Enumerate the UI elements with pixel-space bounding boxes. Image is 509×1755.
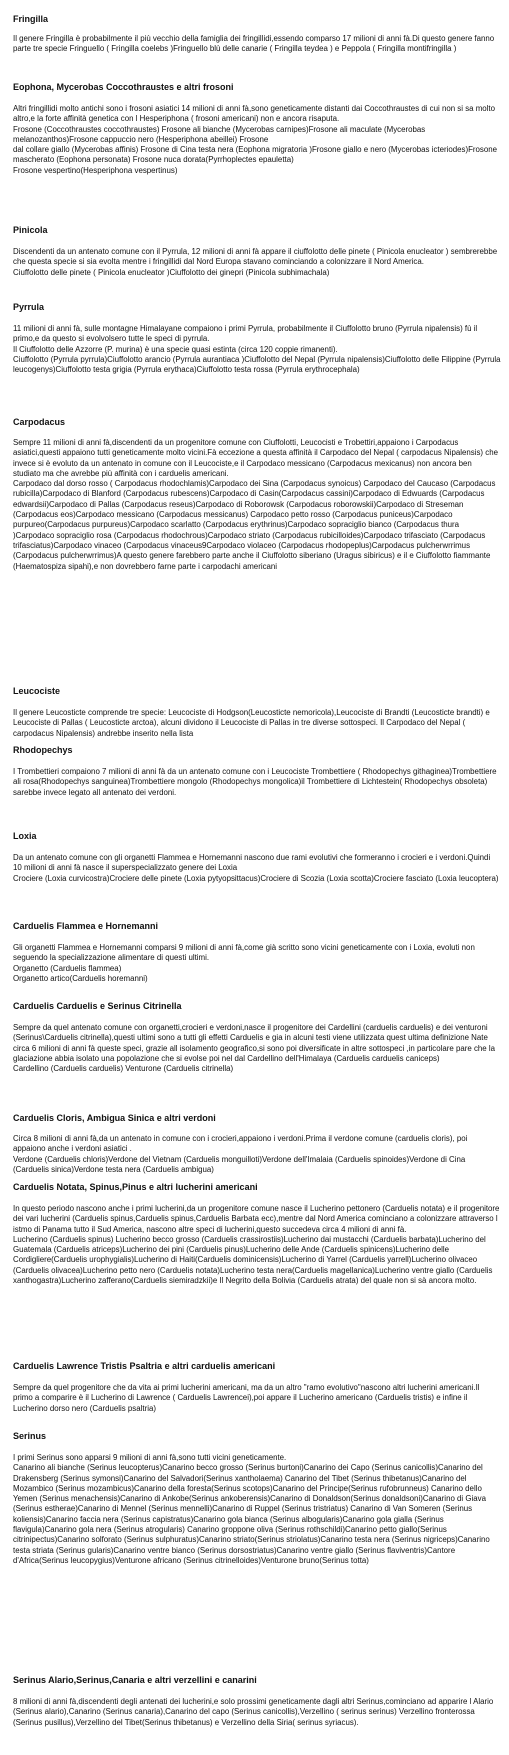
paragraph: Altri fringillidi molto antichi sono i frosoni asiatici 14 milioni di anni fà,sono geneticamente distanti dai Coccothraustes di cui non si sa molto altro,e la forte affinità genetica con l Hesperiphona ( frosoni americani) non e ancora risaputa.: [13, 104, 496, 124]
paragraph: Organetto artico(Carduelis horemanni): [13, 973, 148, 983]
section-title: Carduelis Flammea e Hornemanni: [13, 921, 159, 931]
paragraph: Canarino ali bianche (Serinus leucopterus)Canarino becco grosso (Serinus burtoni)Canarino dei Capo (Serinus canicollis)Canarino del Drakensberg (Serinus symonsi)Canarino del Salvadori(Serinus xantholaema) Canarino del Tibet (Serinus thibetanus)Canarino del Mozambico (Serinus mozambicus)Canarino della foresta(Serinus scotops)Canarino del Principe(Serinus rufobrunneus) Canarino dello Yemen (Serinus menachensis)Canarino di Ankobe(Serinus ankoberensis)Canarino di Donaldson(Serinus donaldsoni)Canarino di Giava (Serinus estherae)Canarino di Mennel (Serinus mennelli)Canarino di Ruppel (Serinus tristriatus) Canarino di Van Someren (Serinus koliensis)Canarino faccia nera (Serinus capistratus)Canarino gola bianca (Serinus albogularis)Canarino gola gialla (Serinus flavigula)Canarino gola nera (Serinus atrogularis) Canarino groppone oliva (Serinus rothschildi)Canarino petto giallo(Serinus citrinipectus)Canarino solforato (Serinus sulphuratus)Canarino striato(Serinus striolatus)Canarino testa nera (Serinus nigriceps)Canarino testa striata (Serinus gularis)Canarino ventre bianco (Serinus dorsostriatus)Canarino ventre giallo (Serinus flaviventris)Cantore d'Africa(Serinus leucopygius)Venturone africano (Serinus citrinelloides)Venturone bruno(Serinus totta): [13, 1463, 490, 1565]
paragraph: In questo periodo nascono anche i primi lucherini,da un progenitore comune nasce il Lucherino pettonero (Carduelis notata) e il progenitore dei vari lucherini (Carduelis spinus,Carduelis spinus,Carduelis Barbata ecc),mentre dal Nord America cominciano a colonizzare attraverso l istmo di Panama tutto il Sud America, nascono altre speci di lucherini,questo succedeva circa 4 milioni di anni fà.: [13, 1204, 500, 1234]
section-title: Carpodacus: [13, 417, 66, 427]
paragraph: dal collare giallo (Mycerobas affinis) Frosone di Cina testa nera (Eophona migratoria )Frosone giallo e nero (Mycerobas icteriodes)Frosone mascherato (Eophona personata) Frosone nuca dorata(Pyrrhoplectes epauletta): [13, 145, 498, 165]
paragraph: Sempre da quel antenato comune con organetti,crocieri e verdoni,nasce il progenitore dei Cardellini (carduelis carduelis) e dei venturoni (Serinus\Carduelis citrinella),questi ultimi sono a tutti gli effetti Carduelis e gia in alcuni testi viene utilizzata quest ultima definizione Nate circa 6 milioni di anni fà queste speci, grazie all isolamento geografico,si sono poi diversificate in altre sottospeci ,in particolare pare che la glaciazione abbia isolato una popolazione che si evolse poi nel dal Cardellino dell'Himalaya (Carduelis carduelis caniceps): [13, 1023, 496, 1063]
paragraph: Crociere (Loxia curvicostra)Crociere delle pinete (Loxia pytyopsittacus)Crociere di Scozia (Loxia scotta)Crociere fasciato (Loxia leucoptera): [13, 873, 499, 883]
paragraph: I Trombettieri compaiono 7 milioni di anni fà da un antenato comune con i Leucociste Trombettiere ( Rhodopechys githaginea)Trombettiere ali rosa(Rhodopechys sanguinea)Trombettiere mongolo (Rhodopechys mongolica)il Trombettiere di Lichtestein( Rhodopechys obsoleta) sarebbe invece legato all antenato dei verdoni.: [13, 767, 497, 797]
section-body: [13, 1204, 501, 1286]
section-title: Loxia: [13, 831, 37, 841]
paragraph: 11 milioni di anni fà, sulle montagne Himalayane compaiono i primi Pyrrula, probabilmente il Ciuffolotto bruno (Pyrrula nipalensis) fù il primo,e da questo si evolvolsero tutte le speci di pyrrula.: [13, 324, 478, 344]
section-body: [13, 1383, 501, 1414]
section-body: [13, 1023, 501, 1074]
section-body: [13, 438, 501, 572]
paragraph: Il genere Fringilla è probabilmente il più vecchio della famiglia dei fringillidi,essendo comparso 17 milioni di anni fà.Di questo genere fanno parte tre specie Fringuello ( Fringilla coelebs )Fringuello blù delle canarie ( Fringilla teydea ) e Peppola ( Fringilla montifringilla ): [13, 34, 495, 54]
section-title: Rhodopechys: [13, 745, 73, 755]
section-body: [13, 767, 501, 798]
section-body: [13, 324, 501, 375]
section-title: Carduelis Lawrence Tristis Psaltria e altri carduelis americani: [13, 1361, 276, 1371]
paragraph: Carpodaco dal dorso rosso ( Carpodacus rhodochlamis)Carpodaco dei Sina (Carpodacus synoicus) Carpodaco del Caucaso (Carpodacus rubicilla)Carpodaco di Blanford (Carpodacus rubescens)Carpodaco di Casin(Carpodacus cassini)Carpodaco di Edwuards (Carpodacus edwardsii)Carpodaco di Pallas (Carpodacus reseus)Carpodaco di Roborowsk (Carpodacus roborowskii)Carpodaco di Streseman (Carpodacus eos)Carpodaco messicano (Carpodacus messicanus) Carpodaco petto rosso (Carpodacus puniceus)Carpodaco purpureo(Carpodacus purpureus)Carpodaco scarlatto (Carpodacus erythrinus)Carpodaco sopraciglio bianco (Carpodacus thura )Carpodaco sopraciglio rosa (Carpodacus rhodochrous)Carpodaco striato (Carpodacus rubicilloides)Carpodaco trifasciato (Carpodacus trifasciatus)Carpodaco vinaceo (Carpodacus vinaceus9Carpodaco violaceo (Carpodacus rhodopeplus)Carpodacus pulcherwrrimus (Carpodacus pulcherwrrimus)A questo genere farebbero parte anche il Ciuffolotto siberiano (Uragus sibiricus) e il e Ciuffolotto fiammante (Haematospiza sipahi),e non dovrebbero farne parte i carpodachi americani: [13, 479, 496, 571]
paragraph: Organetto (Carduelis flammea): [13, 963, 122, 973]
section-title: Fringilla: [13, 14, 49, 24]
section-body: [13, 708, 501, 739]
paragraph: I primi Serinus sono apparsi 9 milioni di anni fà,sono tutti vicini geneticamente.: [13, 1453, 287, 1462]
section-body: [13, 853, 501, 884]
paragraph: Ciuffolotto (Pyrrula pyrrula)Ciuffolotto arancio (Pyrrula aurantiaca )Ciuffolotto del Nepal (Pyrrula nipalensis)Ciuffolotto delle Filippine (Pyrrula leucogenys)Ciuffolotto testa grigia (Pyrrula erythaca)Ciuffolotto testa rossa (Pyrrula erythrocephala): [13, 354, 501, 375]
paragraph: Cardellino (Carduelis carduelis) Venturone (Carduelis citrinella): [13, 1064, 234, 1074]
section-title: Pinicola: [13, 225, 48, 235]
section-title: Carduelis Carduelis e Serinus Citrinella: [13, 1001, 182, 1011]
paragraph: Frosone vespertino(Hesperiphona vespertinus): [13, 165, 178, 175]
section-title: Pyrrula: [13, 302, 45, 312]
paragraph: Lucherino (Carduelis spinus) Lucherino becco grosso (Carduelis crassirostiis)Lucherino dai mustacchi (Carduelis barbata)Lucherino del Guatemala (Carduelis atriceps)Lucherino dei pini (Carduelis pinus)Lucherino delle Ande (Carduelis spinicens)Lucherino delle Cordigliere(Carduelis urophygialis)Lucherino di Haiti(Carduelis dominicensis)Lucherino di Yarrel (Carduelis yarrell)Lucherino olivaceo (Carduelis olivacea)Lucherino petto nero (Carduelis notata)Lucherino testa nera(Carduelis magellanica)Lucherino ventre giallo (Carduelis xanthogastra)Lucherino zafferano(Carduelis siemiradzkii)e Il Negrito della Bolivia (Carduelis atrata) del quale non si sà ancora molto.: [13, 1234, 493, 1286]
paragraph: Frosone (Coccothraustes coccothraustes) Frosone ali bianche (Mycerobas carnipes)Frosone ali maculate (Mycerobas melanozanthos)Frosone cappuccio nero (Hesperiphona abeillei) Frosone: [13, 124, 426, 144]
section-body: [13, 34, 501, 55]
section-body: [13, 1697, 501, 1728]
paragraph: Discendenti da un antenato comune con il Pyrrula, 12 milioni di anni fà appare il ciuffolotto delle pinete ( Pinicola enucleator ) sembrerebbe che questa specie si sia evolta mentre i fringillidi dal Nord Europa stavano cominciando a colonizzare il Nord America.: [13, 247, 498, 267]
section-title: Carduelis Cloris, Ambigua Sinica e altri verdoni: [13, 1113, 216, 1123]
paragraph: Sempre da quel progenitore che da vita ai primi lucherini americani, ma da un altro "ramo evolutivo"nascono altri lucherini americani.Il primo a comparire è il Lucherino di Lawrence ( Carduelis Lawrencei),poi appare il Lucherino americano (Carduelis tristis) e infine il Lucherino dorso nero (Carduelis psaltria): [13, 1383, 480, 1413]
section-body: [13, 943, 501, 984]
paragraph: 8 milioni di anni fà,discendenti degli antenati dei lucherini,e solo prossimi geneticamente dagli altri Serinus,cominciano ad apparire l Alario (Serinus alario),Canarino (Serinus canaria),Canarino del capo (Serinus canicollis),Verzellino ( serinus serinus) Verzellino fronterossa (Serinus pusillus),Verzellino del Tibet(Serinus thibetanus) e Verzellino della Siria( serinus syriacus).: [13, 1697, 494, 1727]
section-title: Serinus: [13, 1431, 47, 1441]
section-body: [13, 1134, 501, 1175]
paragraph: Verdone (Carduelis chloris)Verdone del Vietnam (Carduelis monguilloti)Verdone dell'Imalaia (Carduelis spinoides)Verdone di Cina (Carduelis sinica)Verdone testa nera (Carduelis ambigua): [13, 1154, 466, 1174]
section-body: [13, 247, 501, 278]
section-body: [13, 1453, 501, 1566]
paragraph: Il genere Leucosticte comprende tre specie: Leucociste di Hodgson(Leucosticte nemoricola),Leucociste di Brandti (Leucosticte brandti) e Leucociste di Pallas ( Leucosticte arctoa), alcuni dividono il Leucociste di Pallas in tre diverse sottospeci. Il Carpodaco del Nepal ( carpodacus Nipalensis) andrebbe inserito nella lista: [13, 708, 490, 738]
section-title: Carduelis Notata, Spinus,Pinus e altri lucherini americani: [13, 1182, 258, 1192]
paragraph: Da un antenato comune con gli organetti Flammea e Hornemanni nascono due rami evolutivi che formeranno i crocieri e i verdoni.Quindi 10 milioni di anni fà nasce il superspecializzato genere dei Loxia: [13, 853, 491, 873]
paragraph: Ciuffolotto delle pinete ( Pinicola enucleator )Ciuffolotto dei ginepri (Pinicola subhimachala): [13, 267, 330, 277]
paragraph: Circa 8 milioni di anni fà,da un antenato in comune con i crocieri,appaiono i verdoni.Prima il verdone comune (carduelis cloris), poi appaiono anche i verdoni asiatici .: [13, 1134, 468, 1154]
section-title: Serinus Alario,Serinus,Canaria e altri verzellini e canarini: [13, 1675, 257, 1685]
section-title: Eophona, Mycerobas Coccothraustes e altri frosoni: [13, 82, 234, 92]
paragraph: Sempre 11 milioni di anni fà,discendenti da un progenitore comune con Ciuffolotti, Leucocisti e Trobettiri,appaiono i Carpodacus asiatici,questi appaiono tutti geneticamente molto vicini.Fà eccezione a questa affinità il Carpodaco del Nepal ( carpodacus Nipalensis) che invece si è evoluto da un antenato in comune con il Leucociste,e il Carpodaco messicano (Carpodacus mexicanus) non ancora ben studiato ma che avrebbe più affinità con i carduelis americani.: [13, 438, 498, 478]
section-body: [13, 104, 501, 176]
paragraph: Il Ciuffolotto delle Azzorre (P. murina) è una specie quasi estinta (circa 120 coppie rimanenti).: [13, 344, 338, 354]
section-title: Leucociste: [13, 686, 61, 696]
paragraph: Gli organetti Flammea e Hornemanni comparsi 9 milioni di anni fà,come già scritto sono vicini geneticamente con i Loxia, evoluti non seguendo la specializzazione alimentare di questi ultimi.: [13, 943, 475, 963]
